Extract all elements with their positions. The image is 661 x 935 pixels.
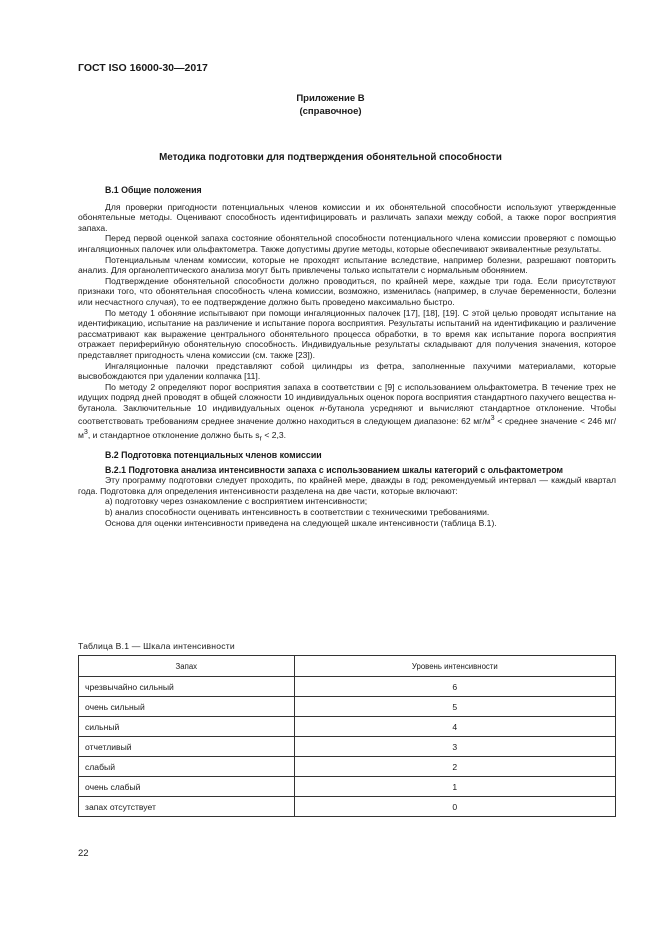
document-title: Методика подготовки для подтверждения обонятельной способности	[159, 152, 502, 163]
table-header-row	[79, 656, 616, 677]
document-body	[78, 185, 616, 528]
odor-cell: сильный	[79, 717, 295, 737]
odor-cell: слабый	[79, 757, 295, 777]
level-cell: 0	[294, 797, 615, 817]
level-cell: 4	[294, 717, 615, 737]
column-header-odor: Запах	[79, 656, 295, 677]
superscript: 3	[490, 414, 495, 423]
table-row	[79, 777, 616, 797]
table-row	[79, 717, 616, 737]
column-header-level: Уровень интенсивности	[294, 656, 615, 677]
text-run: < среднее значение < 246 мг/м	[78, 416, 616, 440]
paragraph-method-2	[78, 382, 616, 444]
annex-type: (справочное)	[299, 106, 362, 117]
odor-cell: запах отсутствует	[79, 797, 295, 817]
paragraph: Подтверждение обонятельной способности должно проводиться, по крайней мере, каждые три года. Если присутствуют признаки того, что обонятельная способность члена комиссии, возможно, изменилась (например, в случае беременности, болезни или несчастного случая), то ее подтверждение должно быть проведено максимально быстро.	[78, 275, 616, 307]
intensity-scale-table	[78, 655, 616, 817]
paragraph: По методу 1 обоняние испытывают при помощи ингаляционных палочек [17], [18], [19]. С этой целью проводят испытание на идентификацию, испытание на различение и испытание порога восприятия. Результаты испытаний на идентификацию и различение рассматривают как выражение центрального обонятельного процесса обработки, в то время как испытание порога восприятия отражает периферийную обонятельную способность. Индивидуальные результаты складывают для получения значения, которое представляет пригодность члена комиссии (см. также [23]).	[78, 307, 616, 360]
paragraph: Основа для оценки интенсивности приведена на следующей шкале интенсивности (таблица В.1).	[105, 517, 497, 528]
section-heading-b2: В.2 Подготовка потенциальных членов комиссии	[105, 450, 322, 461]
text-run: -бутанола усредняют и вычисляют стандартное отклонение. Чтобы соответствовать требованиям среднее значение должно находиться в следующем диапазоне: 62 мг/м	[78, 402, 616, 427]
odor-cell: чрезвычайно сильный	[79, 677, 295, 697]
text-run: По методу 2 определяют порог восприятия запаха в соответствии с [9] с использованием ольфактометра. В течение трех не идущих подряд дней проводят в общей сложности 10 индивидуальных оценок порога восприятия стандартного пахучего вещества н-бутанола. Заключительные 10 индивидуальных оценок	[78, 381, 616, 413]
table-caption: Таблица В.1 — Шкала интенсивности	[78, 641, 235, 651]
paragraph: Ингаляционные палочки представляют собой цилиндры из фетра, заполненные пахучими материалами, которые высвобождаются при удалении колпачка [11].	[78, 360, 616, 382]
level-cell: 1	[294, 777, 615, 797]
superscript: 3	[83, 427, 88, 436]
list-item: a) подготовку через ознакомление с восприятием интенсивности;	[105, 496, 368, 507]
level-cell: 6	[294, 677, 615, 697]
subscript: r	[259, 434, 262, 443]
section-heading-b1: В.1 Общие положения	[105, 185, 202, 195]
paragraph: Эту программу подготовки следует проходить, по крайней мере, дважды в год; рекомендуемый интервал — каждый квартал года. Подготовка для определения интенсивности разделена на две части, которые включают:	[78, 475, 616, 496]
paragraph: Перед первой оценкой запаха состояние обонятельной способности потенциального члена комиссии проверяют с помощью ингаляционных палочек или ольфактометра. Также допустимы другие методы, которые обеспечивают эквивалентные результаты.	[78, 233, 616, 254]
text-run: < 2,3.	[261, 429, 287, 440]
level-cell: 5	[294, 697, 615, 717]
list-item: b) анализ способности оценивать интенсивность в соответствии с техническими требованиями.	[105, 507, 490, 518]
odor-cell: отчетливый	[79, 737, 295, 757]
odor-cell: очень сильный	[79, 697, 295, 717]
paragraph: Для проверки пригодности потенциальных членов комиссии и их обонятельной способности используют утвержденные обонятельные методы. Оценивают способность идентифицировать и различать запахи между собой, а также порог восприятия запаха.	[78, 201, 616, 233]
standard-header: ГОСТ ISO 16000-30—2017	[78, 62, 208, 74]
table-row	[79, 677, 616, 697]
table-row	[79, 737, 616, 757]
text-run-italic: н	[319, 402, 325, 413]
level-cell: 2	[294, 757, 615, 777]
paragraph: Потенциальным членам комиссии, которые не проходят испытание вследствие, например болезни, разрешают повторить анализ. Для органолептического анализа могут быть привлечены только испытатели с нормальным обонянием.	[78, 254, 616, 276]
page-number: 22	[78, 848, 89, 859]
table-row	[79, 697, 616, 717]
section-heading-b21: В.2.1 Подготовка анализа интенсивности запаха с использованием шкалы категорий с ольфактометром	[105, 464, 564, 475]
table-row	[79, 797, 616, 817]
level-cell: 3	[294, 737, 615, 757]
odor-cell: очень слабый	[79, 777, 295, 797]
table-row	[79, 757, 616, 777]
text-run: , и стандартное отклонение должно быть s	[87, 429, 260, 440]
annex-title: Приложение В	[296, 93, 365, 104]
